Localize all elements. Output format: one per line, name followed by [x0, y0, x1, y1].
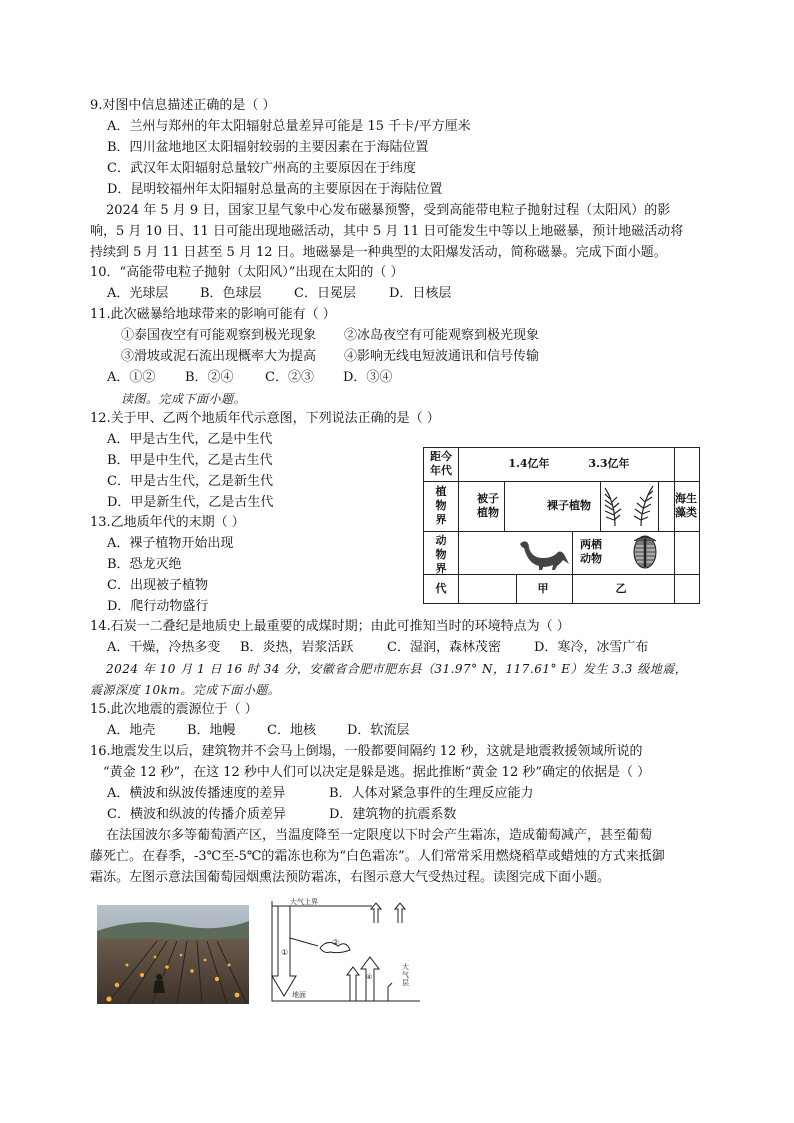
- q13-option-d: D．爬行动物盛行: [107, 599, 209, 614]
- q14-stem: 14.石炭一二叠纪是地质史上最重要的成煤时期；由此可推知当时的环境特点为（ ）: [90, 619, 570, 634]
- angiosperm-cell: 被子植物: [477, 492, 499, 519]
- q11-item-2: ②冰岛夜空有可能观察到极光现象: [344, 328, 540, 343]
- q9-option-b: B．四川盆地地区太阳辐射较弱的主要因素在于海陆位置: [107, 140, 429, 155]
- age-label-2: 3.3亿年: [588, 457, 630, 470]
- q14-options: [107, 639, 648, 657]
- q9-stem: 9.对图中信息描述正确的是（ ）: [90, 98, 276, 113]
- q10-options: [107, 285, 451, 303]
- fern-icon: [601, 484, 657, 528]
- atmosphere-label: 气: [402, 971, 409, 979]
- q11-option-d: D．③④: [343, 370, 393, 385]
- arrow-4-marker: ④: [366, 973, 373, 981]
- q11-option-a: A．①②: [107, 370, 156, 385]
- passage3-line: 在法国波尔多等葡萄酒产区，当温度降至一定限度以下时会产生霜冻，造成葡萄减产，甚至葡萄: [106, 828, 653, 843]
- q12-option-a: A．甲是古生代，乙是中生代: [107, 432, 273, 447]
- q16-options-row2: [107, 806, 456, 824]
- q12-option-d: D．甲是新生代，乙是古生代: [107, 495, 274, 510]
- passage3-line: 藤死亡。在春季，-3℃至-5℃的霜冻也称为“白色霜冻”。人们常常采用燃烧稻草或蜡烛的方式来抵御: [90, 849, 665, 864]
- q15-options: [107, 722, 409, 740]
- row1-label: 距今: [430, 450, 452, 463]
- atmosphere-label: 层: [402, 979, 409, 987]
- q12-option-b: B．甲是中生代，乙是古生代: [107, 453, 273, 468]
- q16-option-c: C．横波和纵波的传播介质差异: [107, 807, 286, 822]
- q16-options-row1: [107, 785, 534, 803]
- row3-label: 界: [435, 562, 447, 575]
- q15-option-b: B．地幔: [187, 723, 236, 738]
- amphibian-cell: 两栖动物: [580, 538, 602, 565]
- row2-label: 植: [435, 485, 447, 498]
- q13-option-b: B．恐龙灭绝: [107, 557, 182, 572]
- gymnosperm-cell: 裸子植物: [547, 499, 591, 512]
- passage1-line: 持续到 5 月 11 日甚至 5 月 12 日。地磁暴是一种典型的太阳爆发活动，简称磁暴。完成下面小题。: [90, 245, 667, 260]
- q16-stem: 16.地震发生以后，建筑物并不会马上倒塌，一般都要间隔约 12 秒，这就是地震救援领域所说的: [90, 744, 643, 759]
- q10-option-b: B．色球层: [200, 286, 262, 301]
- row4-label: 代: [435, 582, 447, 595]
- passage2-line: 震源深度 10km。完成下面小题。: [90, 683, 281, 697]
- q13-option-c: C．出现被子植物: [107, 578, 208, 593]
- row3-label: 动: [435, 534, 447, 547]
- q15-option-d: D．软流层: [347, 723, 410, 738]
- q10-option-d: D．日核层: [389, 286, 452, 301]
- trilobite-icon: [628, 533, 662, 571]
- q9-option-c: C．武汉年太阳辐射总量较广州高的主要原因在于纬度: [107, 161, 416, 176]
- era-jia-cell: 甲: [537, 582, 549, 595]
- q11-item-3: ③滑坡或泥石流出现概率大为提高: [121, 349, 317, 364]
- passage3-line: 霜冻。左图示意法国葡萄园烟熏法预防霜冻，右图示意大气受热过程。读图完成下面小题。: [90, 870, 611, 885]
- row2-label: 物: [435, 499, 447, 512]
- q11-options: [107, 369, 392, 387]
- q12-option-c: C．甲是古生代，乙是新生代: [107, 474, 273, 489]
- q15-option-a: A．地壳: [107, 723, 156, 738]
- era-yi-cell: 乙: [615, 582, 627, 595]
- marine-algae-cell: 海生藻类: [675, 492, 697, 519]
- q14-option-c: C．湿润，森林茂密: [387, 640, 501, 655]
- vineyard-frost-photo: [97, 905, 249, 1004]
- read-note: 读图。完成下面小题。: [121, 392, 247, 406]
- q11-option-c: C．②③: [265, 370, 314, 385]
- ground-label: 地面: [292, 991, 306, 999]
- arrow-1-marker: ①: [281, 948, 289, 957]
- q14-option-b: B．炎热，岩浆活跃: [240, 640, 354, 655]
- q15-option-c: C．地核: [267, 723, 316, 738]
- q14-option-a: A．干燥，冷热多变: [107, 640, 221, 655]
- q16-option-b: B．人体对紧急事件的生理反应能力: [329, 786, 534, 801]
- q16-option-d: D．建筑物的抗震系数: [329, 807, 457, 822]
- q13-option-a: A．裸子植物开始出现: [107, 536, 234, 551]
- q14-option-d: D．寒冷，冰雪广布: [534, 640, 649, 655]
- q10-option-a: A．光球层: [107, 286, 169, 301]
- age-label-1: 1.4亿年: [508, 457, 550, 470]
- arrow-2-marker: ②: [332, 938, 340, 947]
- q10-option-c: C．日冕层: [294, 286, 356, 301]
- q9-option-a: A．兰州与郑州的年太阳辐射总量差异可能是 15 千卡/平方厘米: [107, 119, 471, 134]
- q11-items-row2: [121, 348, 539, 366]
- passage1-line: 响，5 月 10 日、11 日可能出现地磁活动，其中 5 月 11 日可能发生中等以上地磁暴，预计地磁活动将: [90, 224, 684, 239]
- q11-option-b: B．②④: [185, 370, 234, 385]
- q11-items-row1: [121, 327, 539, 345]
- q12-stem: 12.关于甲、乙两个地质年代示意图，下列说法正确的是（ ）: [90, 411, 440, 426]
- row2-label: 界: [435, 513, 447, 526]
- dinosaur-icon: [516, 536, 570, 570]
- q11-stem: 11.此次磁暴给地球带来的影响可能有（ ）: [90, 307, 336, 322]
- atmosphere-label: 大: [402, 963, 409, 971]
- passage2-line: 2024 年 10 月 1 日 16 时 34 分，安徽省合肥市肥东县（31.97° N，117.61° E）发生 3.3 级地震，: [106, 662, 688, 676]
- q15-stem: 15.此次地震的震源位于（ ）: [90, 702, 258, 717]
- q9-option-d: D．昆明较福州年太阳辐射总量高的主要原因在于海陆位置: [107, 182, 443, 197]
- q16-option-a: A．横波和纵波传播速度的差异: [107, 786, 286, 801]
- top-of-atmosphere-label: 大气上界: [290, 898, 318, 906]
- passage1-line: 2024 年 5 月 9 日，国家卫星气象中心发布磁暴预警，受到高能带电粒子抛射过程（太阳风）的影: [106, 203, 671, 218]
- row1-label: 年代: [430, 464, 452, 477]
- q11-item-1: ①泰国夜空有可能观察到极光现象: [121, 328, 317, 343]
- q10-stem: 10．“高能带电粒子抛射（太阳风）”出现在太阳的（ ）: [90, 265, 404, 280]
- geologic-era-table: [423, 447, 700, 604]
- q11-item-4: ④影响无线电短波通讯和信号传输: [344, 349, 540, 364]
- q16-stem: “黄金 12 秒”，在这 12 秒中人们可以决定是躲是逃。据此推断“黄金 12 秒”确定的依据是（ ）: [103, 765, 651, 780]
- row3-label: 物: [435, 548, 447, 561]
- atmosphere-heating-diagram: [270, 893, 422, 1005]
- q13-stem: 13.乙地质年代的末期（ ）: [90, 515, 245, 530]
